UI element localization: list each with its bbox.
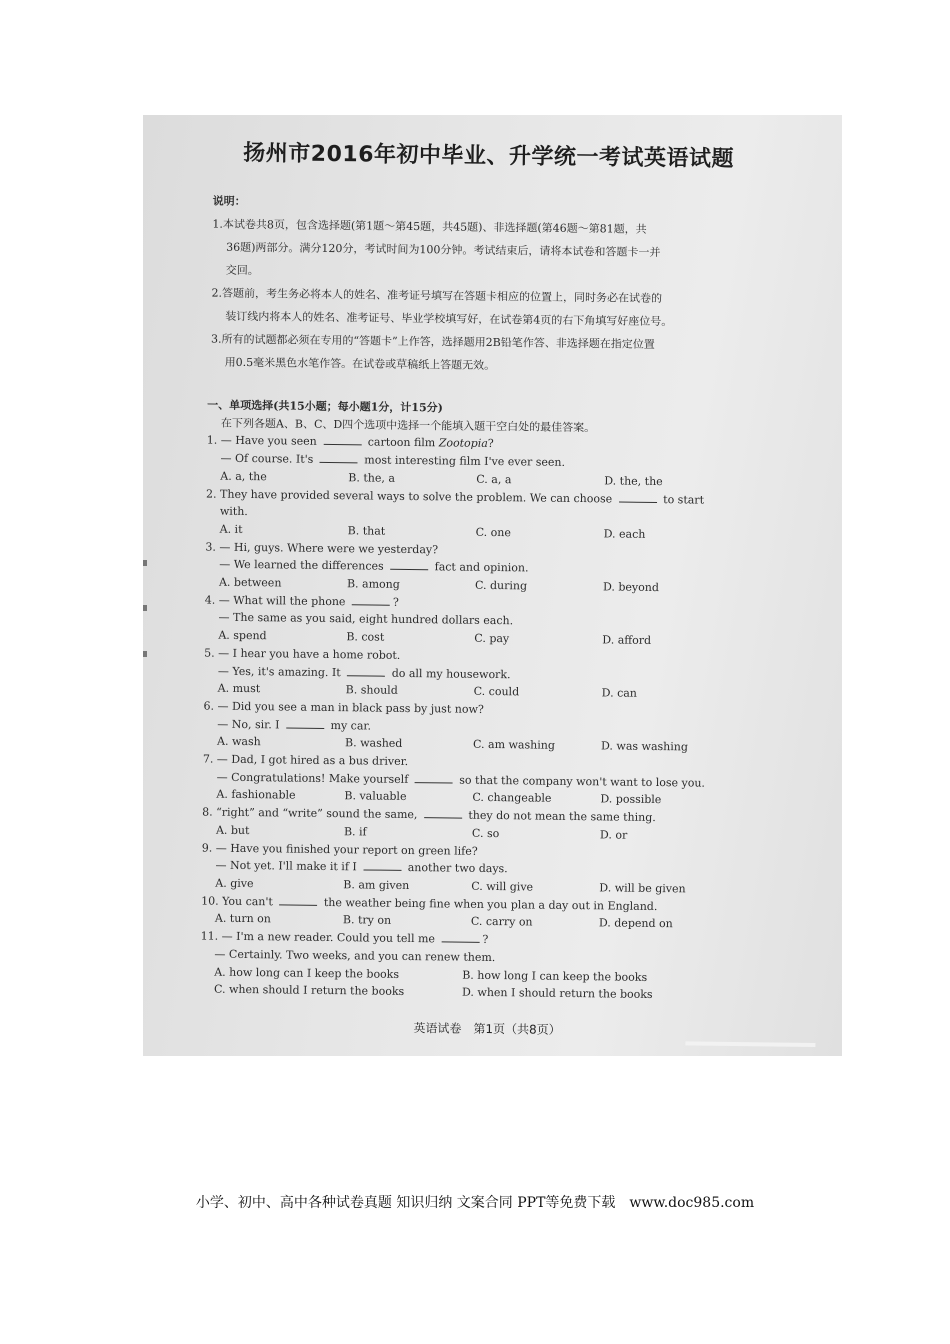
- question-text: ?: [487, 437, 494, 451]
- question-text: 8. “right” and “write” sound the same,: [202, 805, 418, 822]
- section-title: 一、单项选择(共15小题；每小题1分，计15分): [207, 398, 443, 415]
- site-footer: 小学、初中、高中各种试卷真题 知识归纳 文案合同 PPT等免费下载 www.doc985.com: [195, 1195, 755, 1211]
- option: B. cost: [346, 630, 385, 644]
- option: C. during: [474, 578, 528, 593]
- answer-blank: [320, 452, 358, 463]
- answer-blank: [323, 434, 361, 445]
- paper-smudge: [685, 1041, 815, 1047]
- option: C. pay: [474, 631, 510, 646]
- option: D. afford: [602, 633, 652, 648]
- note-line: 36题)两部分。满分120分，考试时间为100分钟。考试结束后，请将本试卷和答题卡一并: [226, 240, 661, 260]
- option: C. carry on: [470, 915, 533, 929]
- option: B. the, a: [348, 471, 396, 485]
- option: B. valuable: [344, 789, 407, 804]
- option: B. if: [343, 825, 367, 839]
- option: C. one: [475, 525, 511, 540]
- reply-text: another two days.: [407, 861, 508, 876]
- answer-blank: [352, 594, 390, 605]
- question-reply: — Certainly. Two weeks, and you can renew them.: [214, 947, 496, 964]
- option: A. wash: [216, 735, 261, 749]
- option: D. or: [599, 828, 628, 842]
- reply-text: — Not yet. I'll make it if I: [215, 858, 357, 874]
- answer-blank: [441, 931, 479, 942]
- reply-text: most interesting film I've ever seen.: [364, 453, 566, 469]
- reply-text: — We learned the differences: [219, 557, 384, 573]
- option: D. when I should return the books: [461, 985, 653, 1002]
- option: B. am given: [343, 878, 410, 892]
- answer-blank: [286, 717, 324, 728]
- question-text: they do not mean the same thing.: [468, 808, 656, 825]
- option: A. give: [215, 876, 254, 891]
- option: C. am washing: [472, 738, 555, 753]
- notes-heading: 说明：: [212, 194, 246, 208]
- reply-text: do all my housework.: [391, 666, 511, 681]
- option: C. so: [471, 826, 500, 840]
- question-text: 2. They have provided several ways to solve the problem. We can choose: [206, 487, 613, 505]
- option: A. a, the: [220, 469, 267, 484]
- question-reply: — The same as you said, eight hundred dollars each.: [218, 611, 514, 628]
- question-text: cartoon film: [367, 435, 436, 450]
- question-text: the weather being fine when you plan a day out in England.: [323, 895, 658, 913]
- note-line: 用0.5毫米黑色水笔作答。在试卷或草稿纸上答题无效。: [224, 355, 496, 373]
- option: A. how long can I keep the books: [214, 965, 400, 981]
- option: D. depend on: [598, 916, 673, 931]
- question-6: 6. — Did you see a man in black pass by just now?: [203, 699, 484, 716]
- option: A. spend: [218, 628, 267, 643]
- exam-photo: [143, 115, 842, 1056]
- option: D. will be given: [599, 881, 686, 896]
- question-text: to start: [663, 492, 705, 507]
- answer-blank: [619, 491, 657, 502]
- reply-text: so that the company won't want to lose you.: [459, 773, 706, 790]
- option: A. between: [218, 575, 282, 590]
- exam-notes: [211, 190, 813, 381]
- section-instruction: 在下列各题A、B、C、D四个选项中选择一个能填入题干空白处的最佳答案。: [220, 416, 596, 434]
- reply-text: my car.: [330, 718, 372, 733]
- question-text: 11. — I'm a new reader. Could you tell me: [200, 929, 436, 946]
- option: C. changeable: [472, 791, 552, 806]
- answer-blank: [424, 807, 462, 818]
- option: C. could: [473, 685, 520, 699]
- question-text: ?: [482, 932, 489, 947]
- question-text: ?: [392, 595, 399, 609]
- question-text: 4. — What will the phone: [204, 593, 346, 608]
- section-single-choice: [200, 397, 817, 1006]
- option: A. must: [217, 681, 261, 696]
- answer-blank: [363, 860, 401, 871]
- option: C. will give: [471, 879, 534, 894]
- note-line: 1.本试卷共8页，包含选择题(第1题～第45题，共45题)、非选择题(第46题～第81题，共: [212, 217, 647, 236]
- option: A. turn on: [214, 912, 271, 926]
- question-9: 9. — Have you finished your report on green life?: [201, 841, 478, 858]
- option: C. when should I return the books: [213, 982, 405, 999]
- question-text: 1. — Have you seen: [206, 433, 317, 449]
- note-line: 2.答题前，考生务必将本人的姓名、准考证号填写在答题卡相应的位置上，同时务必在试卷的: [211, 286, 663, 306]
- page-number-footer: 英语试卷 第1页（共8页）: [413, 1021, 561, 1037]
- question-3: 3. — Hi, guys. Where were we yesterday?: [205, 540, 439, 556]
- note-line: 3.所有的试题都必须在专用的“答题卡”上作答，选择题用2B铅笔作答、非选择题在指定位置: [210, 332, 655, 351]
- option: A. but: [215, 823, 250, 837]
- question-text: Zootopia: [438, 436, 488, 451]
- option: B. that: [347, 524, 386, 538]
- option: B. try on: [342, 913, 392, 928]
- exam-page: [143, 115, 842, 1056]
- answer-blank: [279, 894, 317, 905]
- option: D. was washing: [600, 739, 689, 754]
- option: D. can: [601, 686, 638, 701]
- option: D. possible: [600, 792, 662, 807]
- question-continued: with.: [219, 504, 248, 519]
- question-5: 5. — I hear you have a home robot.: [204, 646, 401, 662]
- answer-blank: [415, 772, 453, 783]
- option: B. should: [345, 683, 398, 698]
- question-7: 7. — Dad, I got hired as a bus driver.: [202, 752, 409, 769]
- reply-text: — No, sir. I: [217, 717, 280, 732]
- reply-text: — Yes, it's amazing. It: [217, 664, 341, 679]
- option: B. how long I can keep the books: [462, 968, 648, 984]
- option: D. each: [603, 527, 646, 541]
- option: C. a, a: [476, 472, 512, 487]
- option: A. fashionable: [216, 788, 296, 803]
- option: B. washed: [344, 736, 403, 751]
- note-line: 交回。: [225, 263, 259, 278]
- exam-title: 扬州市2016年初中毕业、升学统一考试英语试题: [243, 140, 735, 172]
- option: D. the, the: [604, 474, 663, 488]
- reply-text: — Of course. It's: [220, 451, 314, 466]
- note-line: 装订线内将本人的姓名、准考证号、毕业学校填写好，在试卷第4页的右下角填写好座位号。: [225, 309, 673, 329]
- option: B. among: [346, 577, 400, 591]
- answer-blank: [390, 559, 428, 570]
- answer-blank: [347, 665, 385, 676]
- question-text: 10. You can't: [201, 894, 273, 909]
- reply-text: — Congratulations! Make yourself: [216, 770, 409, 786]
- option: D. beyond: [602, 580, 660, 595]
- option: A. it: [219, 522, 243, 536]
- reply-text: fact and opinion.: [434, 560, 529, 575]
